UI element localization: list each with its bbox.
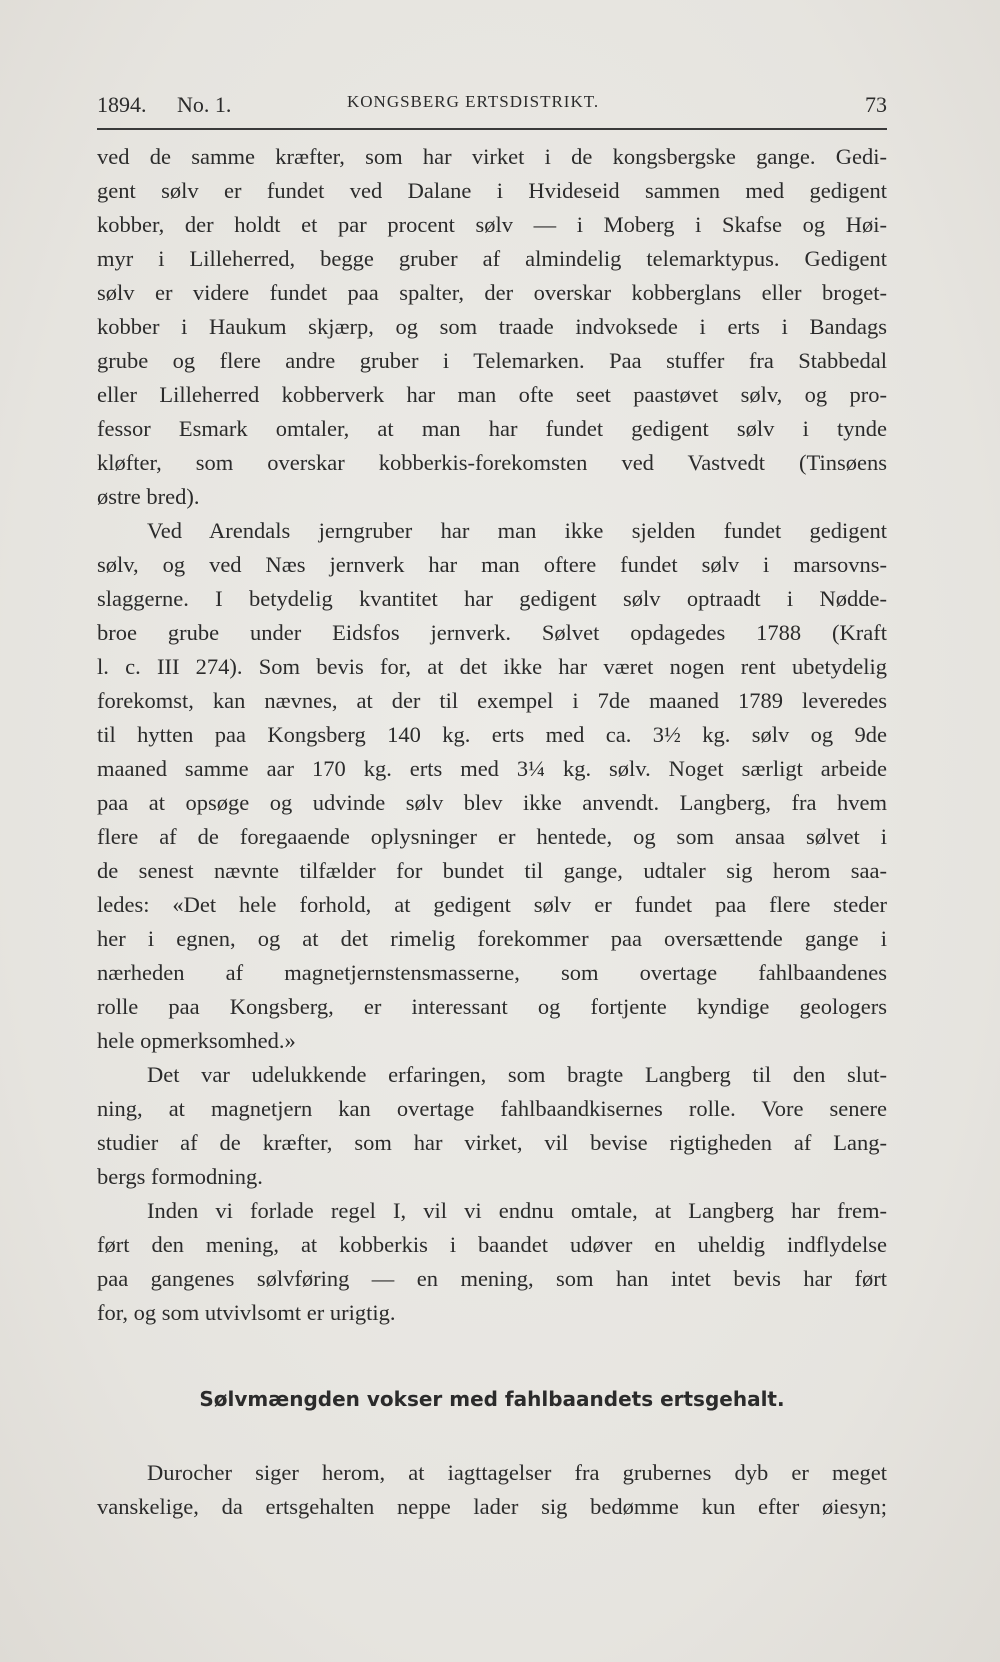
text-line: Durocher siger herom, at iagttagelser fra grubernes dyb er meget xyxy=(147,1460,887,1485)
text-line: studier af de kræfter, som har virket, vil bevise rigtigheden af Lang- xyxy=(97,1130,887,1155)
text-line: ved de samme kræfter, som har virket i de kongsbergske gange. Gedi- xyxy=(97,144,887,169)
text-line: ning, at magnetjern kan overtage fahlbaandkisernes rolle. Vore senere xyxy=(97,1096,887,1121)
text-line: hele opmerksomhed.» xyxy=(97,1028,296,1053)
text-line: paa at opsøge og udvinde sølv blev ikke anvendt. Langberg, fra hvem xyxy=(97,790,887,815)
header-number: No. 1. xyxy=(177,92,232,117)
text-line: flere af de foregaaende oplysninger er hentede, og som ansaa sølvet i xyxy=(97,824,887,849)
text-line: Inden vi forlade regel I, vil vi endnu omtale, at Langberg har frem- xyxy=(147,1198,887,1223)
text-line: rolle paa Kongsberg, er interessant og fortjente kyndige geologers xyxy=(97,994,887,1019)
header-rule xyxy=(97,128,887,130)
text-line: ført den mening, at kobberkis i baandet udøver en uheldig indflydelse xyxy=(97,1232,887,1257)
page-number: 73 xyxy=(865,92,887,117)
text-line: slaggerne. I betydelig kvantitet har gedigent sølv optraadt i Nødde- xyxy=(97,586,887,611)
text-line: paa gangenes sølvføring — en mening, som han intet bevis har ført xyxy=(97,1266,887,1291)
text-line: bergs formodning. xyxy=(97,1164,263,1189)
text-line: ledes: «Det hele forhold, at gedigent sølv er fundet paa flere steder xyxy=(97,892,887,917)
text-line: til hytten paa Kongsberg 140 kg. erts med ca. 3½ kg. sølv og 9de xyxy=(97,722,887,747)
header-title: KONGSBERG ERTSDISTRIKT. xyxy=(347,92,600,111)
section-heading: Sølvmængden vokser med fahlbaandets ertsgehalt. xyxy=(199,1387,785,1411)
text-line: sølv er videre fundet paa spalter, der overskar kobberglans eller broget- xyxy=(97,280,887,305)
text-line: her i egnen, og at det rimelig forekommer paa oversættende gange i xyxy=(97,926,887,951)
text-line: l. c. III 274). Som bevis for, at det ikke har været nogen rent ubetydelig xyxy=(97,654,887,679)
text-line: Det var udelukkende erfaringen, som bragte Langberg til den slut- xyxy=(147,1062,887,1087)
text-line: myr i Lilleherred, begge gruber af almindelig telemarktypus. Gedigent xyxy=(97,246,887,271)
text-line: fessor Esmark omtaler, at man har fundet gedigent sølv i tynde xyxy=(97,416,887,441)
text-line: kobber i Haukum skjærp, og som traade indvoksede i erts i Bandags xyxy=(97,314,887,339)
text-line: forekomst, kan nævnes, at der til exempel i 7de maaned 1789 leveredes xyxy=(97,688,887,713)
text-line: de senest nævnte tilfælder for bundet til gange, udtaler sig herom saa- xyxy=(97,858,887,883)
text-line: eller Lilleherred kobberverk har man ofte seet paastøvet sølv, og pro- xyxy=(97,382,887,407)
text-line: nærheden af magnetjernstensmasserne, som overtage fahlbaandenes xyxy=(97,960,887,985)
text-line: sølv, og ved Næs jernverk har man oftere fundet sølv i marsovns- xyxy=(97,552,887,577)
text-line: for, og som utvivlsomt er urigtig. xyxy=(97,1300,396,1325)
text-line: grube og flere andre gruber i Telemarken. Paa stuffer fra Stabbedal xyxy=(97,348,887,373)
text-line: Ved Arendals jerngruber har man ikke sjelden fundet gedigent xyxy=(147,518,887,543)
text-line: broe grube under Eidsfos jernverk. Sølvet opdagedes 1788 (Kraft xyxy=(97,620,887,645)
text-line: vanskelige, da ertsgehalten neppe lader sig bedømme kun efter øiesyn; xyxy=(97,1494,887,1519)
text-line: østre bred). xyxy=(97,484,200,509)
text-line: kløfter, som overskar kobberkis-forekomsten ved Vastvedt (Tinsøens xyxy=(97,450,887,475)
text-line: maaned samme aar 170 kg. erts med 3¼ kg. sølv. Noget særligt arbeide xyxy=(97,756,887,781)
running-head xyxy=(97,88,887,122)
text-line: kobber, der holdt et par procent sølv — i Moberg i Skafse og Høi- xyxy=(97,212,887,237)
text-line: gent sølv er fundet ved Dalane i Hvideseid sammen med gedigent xyxy=(97,178,887,203)
header-year: 1894. xyxy=(97,92,147,117)
